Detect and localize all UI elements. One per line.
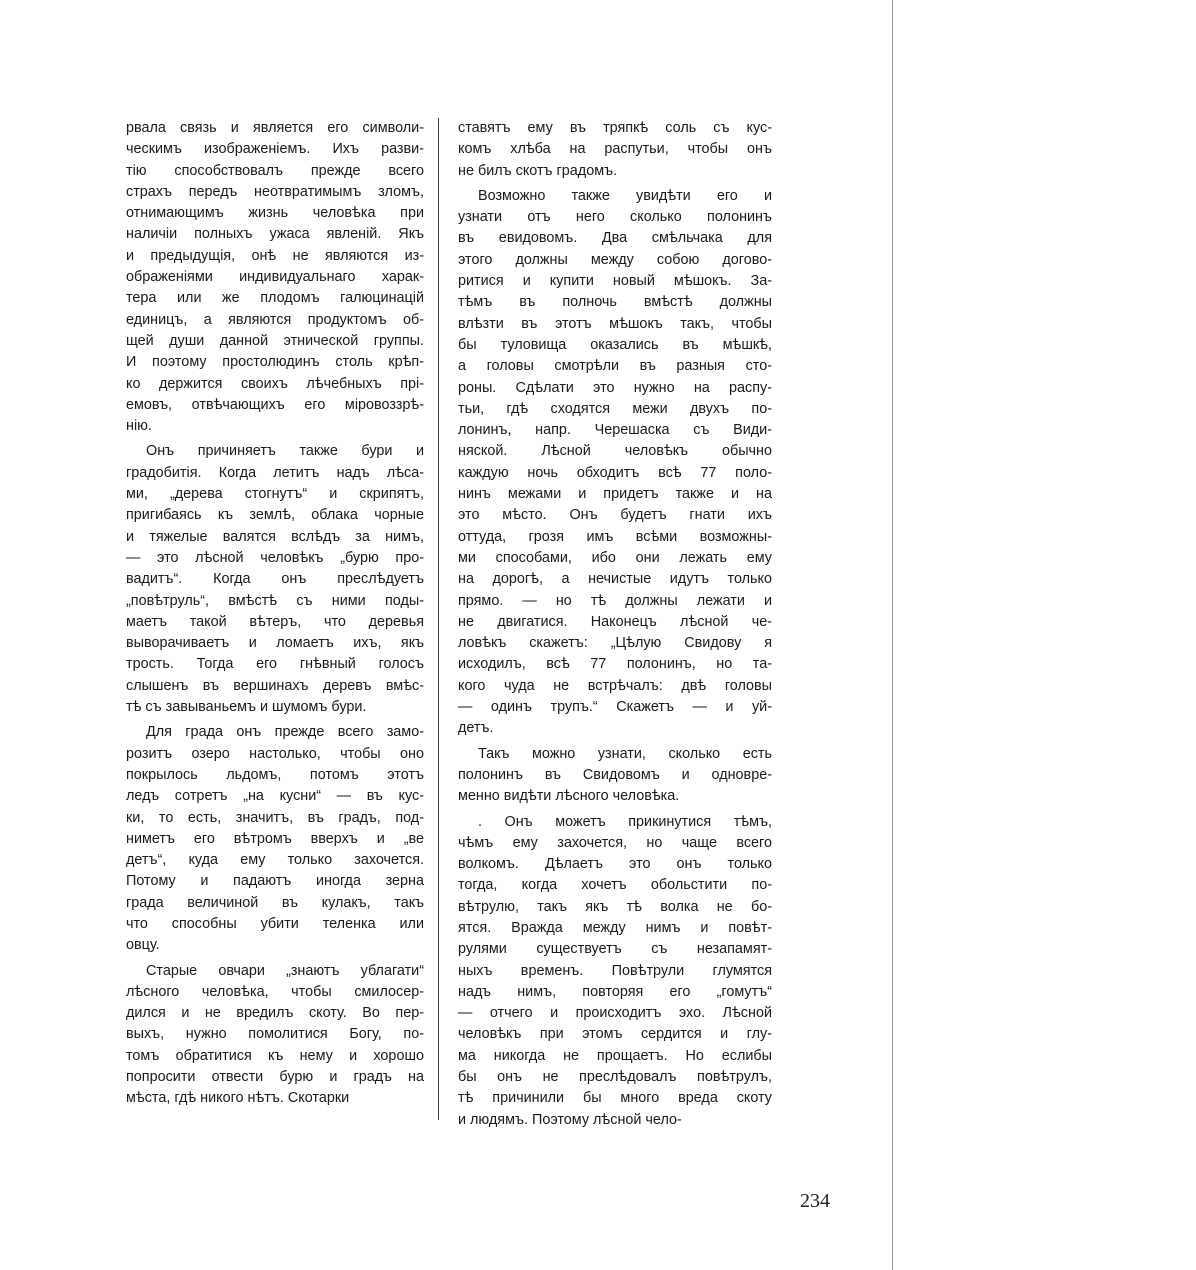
paragraph [126,722,424,956]
column-divider [438,118,439,1120]
paragraph [458,118,772,182]
text-line: узнати отъ него сколько полонинъ [458,209,772,226]
text-line: а головы смотрѣли въ разныя сто- [458,358,772,375]
text-line: ловѣкъ скажетъ: „Цѣлую Свидову я [458,635,772,652]
text-line: градобитія. Когда летитъ надъ лѣса- [126,464,424,481]
text-line: пригибаясь къ землѣ, облака чорные [126,507,424,524]
text-line: волкомъ. Дѣлаетъ это онъ только [458,856,772,873]
text-line: тію способствовалъ прежде всего [126,162,424,179]
text-line: исходилъ, всѣ 77 полонинъ, но та- [458,656,772,673]
text-line: — это лѣсной человѣкъ „бурю про- [126,549,424,566]
text-line: ныхъ временъ. Повѣтрули глумятся [458,962,772,979]
text-line: и тяжелые валятся вслѣдъ за нимъ, [126,528,424,545]
text-line: — отчего и происходитъ эхо. Лѣсной [458,1005,772,1022]
text-line: наличіи полныхъ ужаса явленій. Якъ [126,226,424,243]
text-line: дился и не вредилъ скоту. Во пер- [126,1005,424,1022]
text-line: ритися и купити новый мѣшокъ. За- [458,273,772,290]
paragraph [126,118,424,437]
text-line: лонинъ, напр. Черешаска съ Види- [458,422,772,439]
text-line: отнимающимъ жизнь человѣка при [126,205,424,222]
text-line: ледъ сотретъ „на кусни“ — въ кус- [126,788,424,805]
text-line: бы туловища оказались въ мѣшкѣ, [458,336,772,353]
text-line: трость. Тогда его гнѣвный голосъ [126,656,424,673]
text-line: бы онъ не преслѣдовалъ повѣтрулъ, [458,1069,772,1086]
text-line: рвала связь и является его символи- [126,120,424,136]
text-line: не билъ скотъ градомъ. [458,162,618,179]
text-line: нію. [126,418,152,435]
text-line: Такъ можно узнати, сколько есть [478,745,772,762]
text-line: . Онъ можетъ прикинутися тѣмъ, [478,813,772,830]
text-line: что способны убити теленка или [126,915,424,932]
paragraph [458,812,772,1131]
left-text-column [126,118,424,1110]
text-line: тера или же плодомъ галюцинацій [126,290,424,307]
text-line: лѣсного человѣка, чтобы смилосер- [126,983,424,1000]
text-line: роны. Сдѣлати это нужно на распу- [458,379,772,396]
text-line: въ евидовомъ. Два смѣльчака для [458,230,772,247]
text-line: человѣкъ при этомъ сердится и глу- [458,1026,772,1043]
page-number: 234 [800,1190,830,1212]
text-line: на дорогѣ, а нечистые идутъ только [458,571,772,588]
paragraph [458,186,772,740]
text-line: надъ нимъ, повторяя его „гомутъ“ [458,983,772,1000]
paragraph [126,961,424,1110]
text-line: града величиной въ кулакъ, такъ [126,894,424,911]
text-line: Потому и падаютъ иногда зерна [126,873,424,890]
text-line: томъ обратитися къ нему и хорошо [126,1047,424,1064]
text-line: кого чуда не встрѣчалъ: двѣ головы [458,677,772,694]
text-line: тѣ причинили бы много вреда скоту [458,1090,772,1107]
text-line: не двигатися. Наконецъ лѣсной че- [458,613,772,630]
text-line: ображеніями индивидуальнаго харак- [126,269,424,286]
text-line: менно видѣти лѣсного человѣка. [458,788,680,805]
text-line: тогда, когда хочетъ обольстити по- [458,877,772,894]
text-line: вѣтрулю, такъ якъ тѣ волка не бо- [458,898,772,915]
text-line: „повѣтруль“, вмѣстѣ съ ними поды- [126,592,424,609]
text-line: вадитъ“. Когда онъ преслѣдуетъ [126,571,424,588]
text-line: слышенъ въ вершинахъ деревъ вмѣс- [126,677,424,694]
text-line: Возможно также увидѣти его и [478,187,772,204]
text-line: ческимъ изображеніемъ. Ихъ разви- [126,141,424,158]
text-line: мѣста, гдѣ никого нѣтъ. Скотарки [126,1090,350,1107]
text-line: ставятъ ему въ тряпкѣ соль съ кус- [458,120,772,136]
text-line: выворачиваетъ и ломаетъ ихъ, якъ [126,635,424,652]
text-line: овцу. [126,937,160,954]
text-line: это мѣсто. Онъ будетъ гнати ихъ [458,507,772,524]
text-line: выхъ, нужно помолитися Богу, по- [126,1026,424,1043]
text-line: этого должны между собою догово- [458,251,772,268]
text-line: оттуда, грозя имъ всѣми возможны- [458,528,772,545]
text-line: попросити отвести бурю и градъ на [126,1069,424,1086]
text-line: няской. Лѣсной человѣкъ обычно [458,443,772,460]
text-line: ятся. Вражда между нимъ и повѣт- [458,919,772,936]
right-text-column [458,118,772,1131]
text-line: тѣ съ завываньемъ и шумомъ бури. [126,699,367,716]
text-line: покрылось льдомъ, потомъ этотъ [126,766,424,783]
paragraph [126,441,424,718]
text-line: ки, то есть, значитъ, въ градъ, под- [126,809,424,826]
text-line: и людямъ. Поэтому лѣсной чело- [458,1111,682,1128]
text-line: влѣзти въ этотъ мѣшокъ такъ, чтобы [458,315,772,332]
text-line: И поэтому простолюдинъ столь крѣп- [126,354,424,371]
text-line: ми, „дерева стогнутъ“ и скрипятъ, [126,486,424,503]
text-line: детъ“, куда ему только захочется. [126,852,424,869]
text-line: — одинъ трупъ.“ Скажетъ — и уй- [458,699,772,716]
text-line: комъ хлѣба на распутьи, чтобы онъ [458,141,772,158]
text-line: ко держится своихъ лѣчебныхъ прі- [126,375,424,392]
text-line: тѣмъ въ полночь вмѣстѣ должны [458,294,772,311]
text-line: ми способами, ибо они лежать ему [458,549,772,566]
text-line: единицъ, а являются продуктомъ об- [126,311,424,328]
paragraph [458,744,772,808]
text-line: Онъ причиняетъ также бури и [146,443,424,460]
text-line: емовъ, отвѣчающихъ его міровоззрѣ- [126,396,424,413]
text-line: нинъ межами и придетъ также и на [458,486,772,503]
text-line: щей души данной этнической группы. [126,332,424,349]
text-line: Для града онъ прежде всего замо- [146,724,424,741]
text-line: полонинъ въ Свидовомъ и одновре- [458,766,772,783]
text-line: ниметъ его вѣтромъ вверхъ и „ве [126,830,424,847]
text-line: тьи, гдѣ сходятся межи двухъ по- [458,400,772,417]
text-line: Старые овчари „знаютъ ублагати“ [146,962,424,979]
text-line: прямо. — но тѣ должны лежати и [458,592,772,609]
text-line: страхъ передъ неотвратимымъ зломъ, [126,183,424,200]
text-line: ма никогда не прощаетъ. Но еслибы [458,1047,772,1064]
text-line: каждую ночь обходитъ всѣ 77 поло- [458,464,772,481]
text-line: детъ. [458,720,494,737]
text-line: и предыдущія, онѣ не являются из- [126,247,424,264]
text-line: маетъ такой вѣтеръ, что деревья [126,613,424,630]
text-line: рулями существуетъ съ незапамят- [458,941,772,958]
text-line: чѣмъ ему захочется, но чаще всего [458,834,772,851]
text-line: розитъ озеро настолько, чтобы оно [126,745,424,762]
